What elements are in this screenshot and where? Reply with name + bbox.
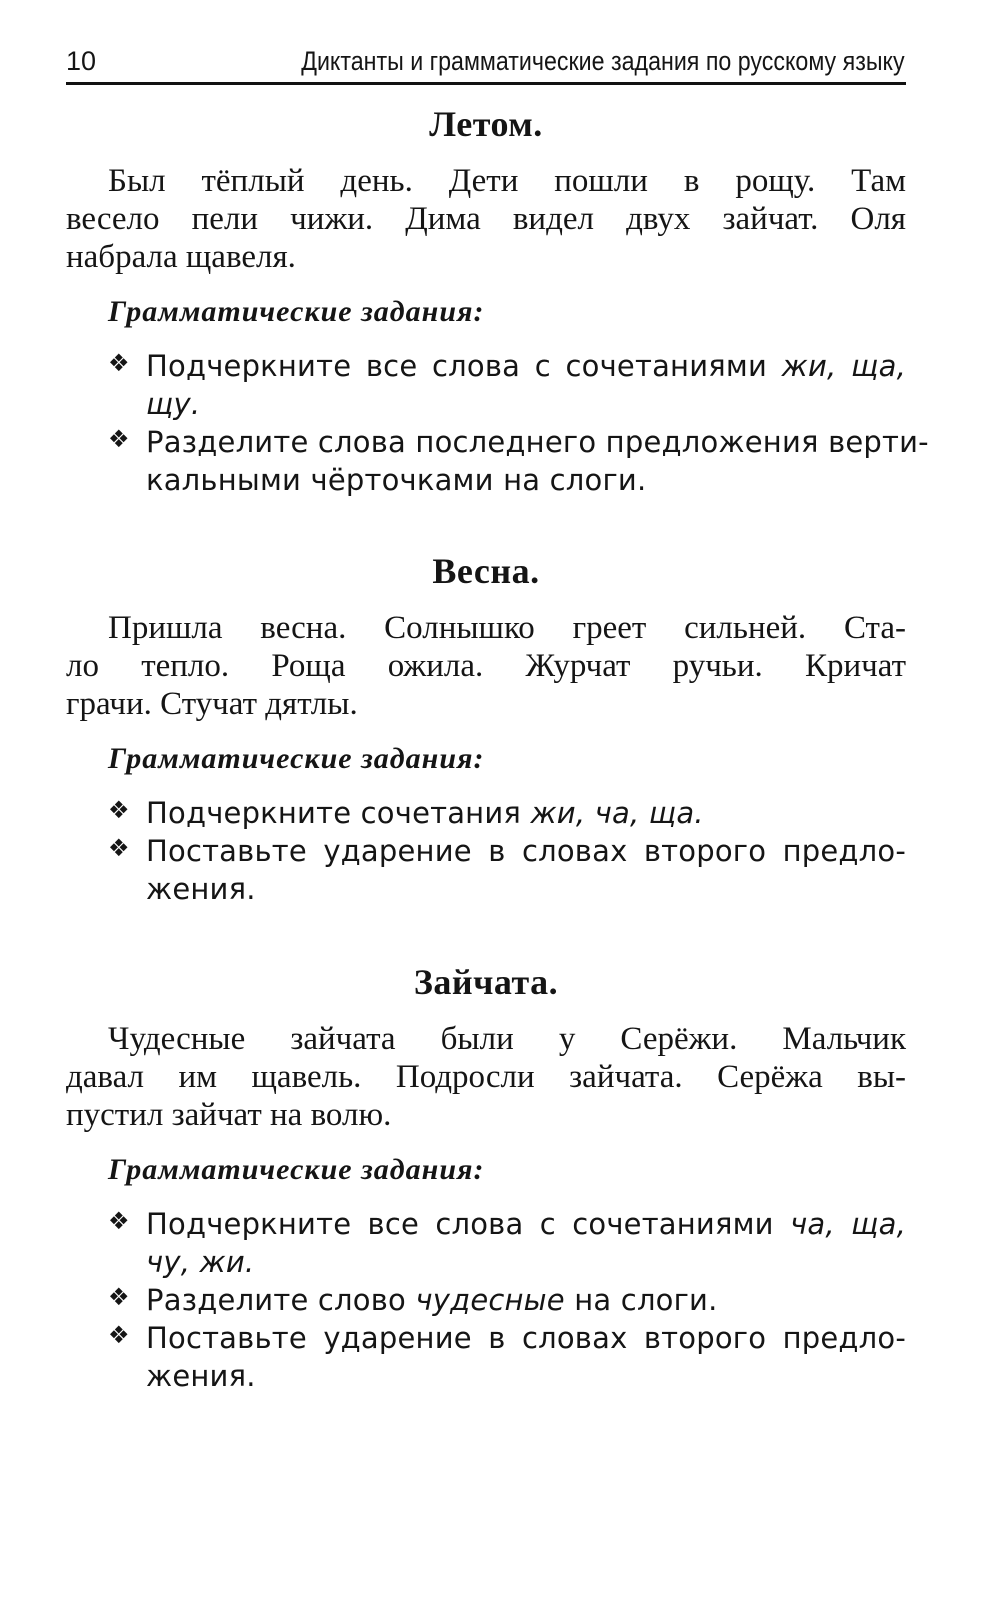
task-text-line: [146, 1245, 906, 1283]
tasks-heading: Грамматические задания:: [108, 1153, 485, 1186]
dictation-title: Весна.: [432, 551, 540, 591]
task-text-line: [146, 834, 906, 872]
task-item: [66, 1283, 906, 1321]
bullet-diamond-icon: ❖: [108, 796, 130, 824]
task-text-line: [146, 1207, 906, 1245]
task-text-line: [146, 796, 906, 834]
task-item: [66, 834, 906, 910]
task-text: Подчеркните все слова с сочетаниями: [146, 1207, 791, 1241]
task-text: Поставьте ударение в словах второго предло-: [146, 1321, 906, 1355]
task-text-line: [146, 463, 906, 501]
task-text-line: [146, 1321, 906, 1359]
dictation-text-line: грачи. Стучат дятлы.: [66, 686, 358, 722]
task-item: [66, 425, 929, 501]
dictation-text-line: пустил зайчат на волю.: [66, 1097, 392, 1133]
task-text: Разделите слова последнего предложения верти-: [146, 425, 929, 459]
tasks-heading: Грамматические задания:: [108, 742, 485, 775]
dictation-text-line: Был тёплый день. Дети пошли в рощу. Там: [108, 163, 906, 199]
dictation-text-line: Чудесные зайчата были у Серёжи. Мальчик: [108, 1021, 906, 1057]
task-item: [66, 796, 906, 834]
task-text: Поставьте ударение в словах второго предло-: [146, 834, 906, 868]
task-example-italic: жи, ча, ща.: [530, 796, 704, 830]
task-item: [66, 1207, 906, 1283]
task-text-line: [146, 1359, 906, 1397]
task-text: жения.: [146, 1359, 256, 1393]
dictation-section: [66, 550, 906, 910]
dictation-text-line: давал им щавель. Подросли зайчата. Серёжа вы-: [66, 1059, 906, 1095]
bullet-diamond-icon: ❖: [108, 1321, 130, 1349]
task-text: кальными чёрточками на слоги.: [146, 463, 647, 497]
task-text: Подчеркните все слова с сочетаниями: [146, 349, 782, 383]
dictation-title: Летом.: [429, 104, 543, 144]
task-text-line: [146, 425, 929, 463]
task-text: жения.: [146, 872, 256, 906]
bullet-diamond-icon: ❖: [108, 425, 130, 453]
task-text: на слоги.: [564, 1283, 718, 1317]
bullet-diamond-icon: ❖: [108, 834, 130, 862]
dictation-section: [66, 103, 929, 501]
bullet-diamond-icon: ❖: [108, 1207, 130, 1235]
task-item: [66, 1321, 906, 1397]
dictation-text-line: набрала щавеля.: [66, 239, 296, 275]
task-text-line: [146, 349, 906, 387]
task-example-italic: жи, ща,: [781, 349, 906, 383]
task-example-italic: ча, ща,: [790, 1207, 907, 1241]
running-title: Диктанты и грамматические задания по русскому языку: [301, 46, 905, 76]
task-text: Разделите слово: [146, 1283, 416, 1317]
task-example-italic: чудесные: [415, 1283, 565, 1317]
task-item: [66, 349, 906, 425]
task-text: Подчеркните сочетания: [146, 796, 531, 830]
task-text-line: [146, 387, 906, 425]
tasks-heading: Грамматические задания:: [108, 295, 485, 328]
bullet-diamond-icon: ❖: [108, 1283, 130, 1311]
task-example-italic: чу, жи.: [146, 1245, 255, 1279]
page-number: 10: [66, 46, 97, 76]
dictation-text-line: весело пели чижи. Дима видел двух зайчат. Оля: [66, 201, 906, 237]
task-example-italic: щу.: [146, 387, 201, 421]
dictation-section: [66, 961, 906, 1397]
bullet-diamond-icon: ❖: [108, 349, 130, 377]
task-text-line: [146, 872, 906, 910]
dictation-text-line: ло тепло. Роща ожила. Журчат ручьи. Кричат: [66, 648, 906, 684]
header-rule: [66, 82, 906, 85]
dictation-text-line: Пришла весна. Солнышко греет сильней. Ста-: [108, 610, 906, 646]
task-text-line: [146, 1283, 906, 1321]
dictation-title: Зайчата.: [413, 962, 559, 1002]
